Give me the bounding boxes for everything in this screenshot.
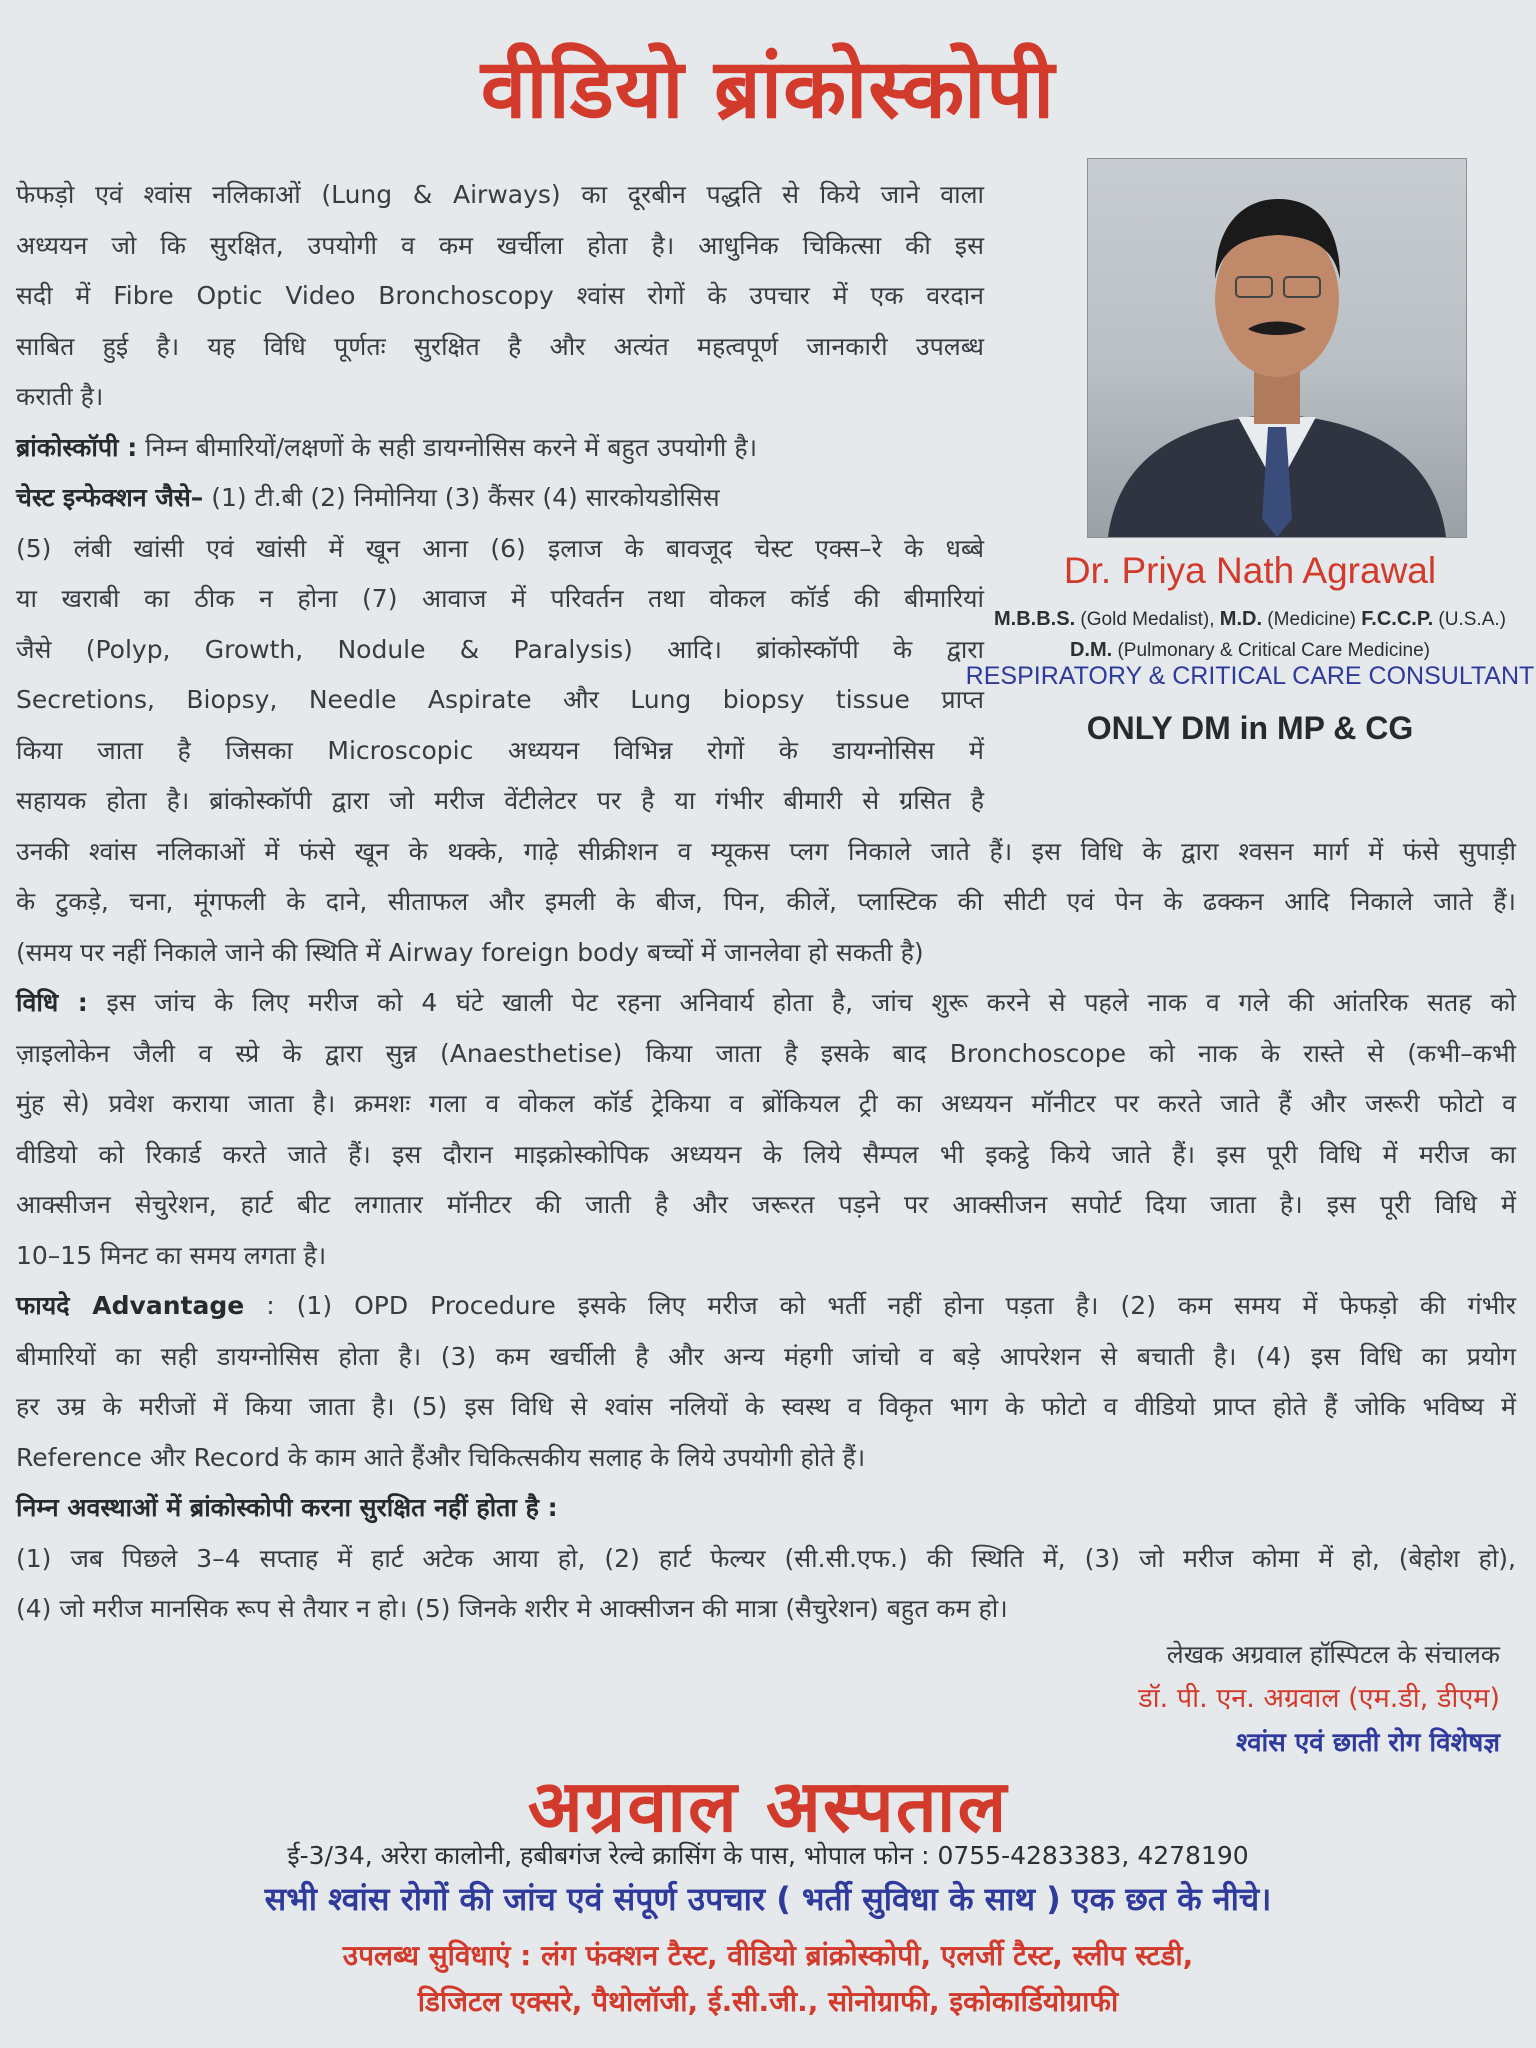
section-heading-advantage: फायदे Advantage bbox=[16, 1291, 245, 1320]
section-heading-method: विधि : bbox=[16, 988, 88, 1017]
doctor-role: RESPIRATORY & CRITICAL CARE CONSULTANT bbox=[965, 662, 1535, 690]
section-heading-chest-infection: चेस्ट इन्फेक्शन जैसे– bbox=[16, 483, 204, 512]
doctor-qualifications: M.B.B.S. (Gold Medalist), M.D. (Medicine) F.C.C.P. (U.S.A.) D.M. (Pulmonary & Critical Care Medicine) bbox=[994, 608, 1506, 661]
body-line: विधि : इस जांच के लिए मरीज को 4 घंटे खाली पेट रहना अनिवार्य होता है, जांच शुरू करने से पहले नाक व गले की आंतरिक सतह को bbox=[16, 988, 1516, 1017]
body-line: कराती है। bbox=[16, 382, 104, 411]
body-line bbox=[16, 1483, 1516, 1534]
body-line: या खराबी का ठीक न होना (7) आवाज में परिवर्तन तथा वोकल कॉर्ड की बीमारियां bbox=[16, 584, 984, 613]
body-line: सहायक होता है। ब्रांकोस्कॉपी द्वारा जो मरीज वेंटीलेटर पर है या गंभीर बीमारी से ग्रसित है bbox=[16, 786, 984, 815]
doctor-name: Dr. Priya Nath Agrawal bbox=[1063, 550, 1437, 591]
page-title: वीडियो ब्रांकोस्कोपी bbox=[480, 42, 1056, 137]
body-line: 10–15 मिनट का समय लगता है। bbox=[16, 1240, 327, 1270]
body-line: Reference और Record के काम आते हैंऔर चिकित्सकीय सलाह के लिये उपयोगी होते हैं। bbox=[16, 1442, 866, 1472]
body-line: के टुकड़े, चना, मूंगफली के दाने, सीताफल और इमली के बीज, पिन, कीलें, प्लास्टिक की सीटी एवं पेन के ढक्कन आदि निकाले जाते हैं। bbox=[16, 887, 1516, 916]
body-line: हर उम्र के मरीजों में किया जाता है। (5) इस विधि से श्वांस नलियों के स्वस्थ व विकृत भाग के फोटो व वीडियो प्राप्त होते हैं जोकि भविष्य में bbox=[16, 1392, 1516, 1421]
body-line: ब्रांकोस्कॉपी : निम्न बीमारियों/लक्षणों के सही डायग्नोसिस करने में बहुत उपयोगी है। bbox=[16, 432, 758, 462]
body-line: फायदे Advantage : (1) OPD Procedure इसके लिए मरीज को भर्ती नहीं होना पड़ता है। (2) कम समय में फेफड़ो की गंभीर bbox=[16, 1291, 1516, 1320]
section-heading-bronchoscopy: ब्रांकोस्कॉपी : bbox=[16, 432, 138, 462]
body-line: चेस्ट इन्फेक्शन जैसे– (1) टी.बी (2) निमोनिया (3) कैंसर (4) सारकोयडोसिस bbox=[16, 483, 720, 512]
hospital-facilities bbox=[0, 1933, 1536, 2025]
body-line: (5) लंबी खांसी एवं खांसी में खून आना (6) इलाज के बावजूद चेस्ट एक्स–रे के धब्बे bbox=[16, 533, 984, 563]
author-specialty: श्वांस एवं छाती रोग विशेषज्ञ bbox=[1236, 1728, 1500, 1758]
body-line: उनकी श्वांस नलिकाओं में फंसे खून के थक्के, गाढ़े सीक्रीशन व म्यूकस प्लग निकाले जाते हैं। इस विधि के द्वारा श्वसन मार्ग में फंसे सुपाड़ी bbox=[16, 836, 1516, 866]
body-line: फेफड़ो एवं श्वांस नलिकाओं (Lung & Airways) का दूरबीन पद्धति से किये जाने वाला bbox=[16, 180, 984, 209]
facilities-line: डिजिटल एक्सरे, पैथोलॉजी, ई.सी.जी., सोनोग्राफी, इकोकार्डियोग्राफी bbox=[417, 1985, 1119, 2018]
hospital-address: ई-3/34, अरेरा कालोनी, हबीबगंज रेल्वे क्रासिंग के पास, भोपाल फोन : 0755-4283383, 4278190 bbox=[287, 1841, 1249, 1870]
body-line: Secretions, Biopsy, Needle Aspirate और Lung biopsy tissue प्राप्त bbox=[16, 685, 984, 714]
article-body bbox=[16, 170, 1516, 1635]
author-name: डॉ. पी. एन. अग्रवाल (एम.डी, डीएम) bbox=[1138, 1683, 1500, 1714]
author-designation: लेखक अग्रवाल हॉस्पिटल के संचालक bbox=[1166, 1640, 1500, 1669]
body-line: किया जाता है जिसका Microscopic अध्ययन विभिन्न रोगों के डायग्नोसिस में bbox=[16, 735, 984, 765]
hospital-name: अग्रवाल अस्पताल bbox=[527, 1764, 1009, 1848]
body-line: सदी में Fibre Optic Video Bronchoscopy श्वांस रोगों के उपचार में एक वरदान bbox=[16, 281, 984, 310]
body-line: मुंह से) प्रवेश कराया जाता है। क्रमशः गला व वोकल कॉर्ड ट्रेकिया व ब्रोंकियल ट्री का अध्ययन मॉनीटर पर करते जाते हैं और जरूरी फोटो व bbox=[16, 1089, 1516, 1118]
body-line: साबित हुई है। यह विधि पूर्णतः सुरक्षित है और अत्यंत महत्वपूर्ण जानकारी उपलब्ध bbox=[16, 331, 984, 361]
author-signature bbox=[1138, 1633, 1500, 1765]
body-line: आक्सीजन सेचुरेशन, हार्ट बीट लगातार मॉनीटर की जाती है और जरूरत पड़ने पर आक्सीजन सपोर्ट दिया जाता है। इस पूरी विधि में bbox=[16, 1190, 1516, 1219]
hospital-tagline: सभी श्वांस रोगों की जांच एवं संपूर्ण उपचार ( भर्ती सुविधा के साथ ) एक छत के नीचे। bbox=[264, 1880, 1272, 1918]
facilities-line: उपलब्ध सुविधाएं : लंग फंक्शन टैस्ट, वीडियो ब्रांक्रोस्कोपी, एलर्जी टैस्ट, स्लीप स्टडी, bbox=[342, 1939, 1194, 1972]
doctor-distinction: ONLY DM in MP & CG bbox=[1086, 710, 1414, 746]
body-line: (4) जो मरीज मानसिक रूप से तैयार न हो। (5) जिनके शरीर मे आक्सीजन की मात्रा (सैचुरेशन) बहुत कम हो। bbox=[16, 1594, 1008, 1623]
body-line: वीडियो को रिकार्ड करते जाते हैं। इस दौरान माइक्रोस्कोपिक अध्ययन के लिये सैम्पल भी इकट्ठे किये जाते हैं। इस पूरी विधि में मरीज का bbox=[16, 1139, 1516, 1169]
body-line: (समय पर नहीं निकाले जाने की स्थिति में Airway foreign body बच्चों में जानलेवा हो सकती है) bbox=[16, 937, 924, 967]
body-line: बीमारियों का सही डायग्नोसिस होता है। (3) कम खर्चीली है और अन्य मंहगी जांचो व बड़े आपरेशन से बचाती है। (4) इस विधि का प्रयोग bbox=[16, 1341, 1516, 1371]
body-line: अध्ययन जो कि सुरक्षित, उपयोगी व कम खर्चीला होता है। आधुनिक चिकित्सा की इस bbox=[16, 230, 984, 260]
body-line: जैसे (Polyp, Growth, Nodule & Paralysis) आदि। ब्रांकोस्कॉपी के द्वारा bbox=[16, 634, 984, 664]
body-line: (1) जब पिछले 3–4 सप्ताह में हार्ट अटेक आया हो, (2) हार्ट फेल्यर (सी.सी.एफ.) की स्थिति में, (3) जो मरीज कोमा में हो, (बेहोश हो), bbox=[16, 1543, 1516, 1573]
body-line: ज़ाइलोकेन जैली व स्प्रे के द्वारा सुन्न (Anaesthetise) किया जाता है इसके बाद Bronchoscope को नाक के रास्ते से (कभी–कभी bbox=[16, 1038, 1516, 1068]
section-heading-contraindications: निम्न अवस्थाओं में ब्रांकोस्कोपी करना सुरक्षित नहीं होता है : bbox=[16, 1493, 558, 1522]
